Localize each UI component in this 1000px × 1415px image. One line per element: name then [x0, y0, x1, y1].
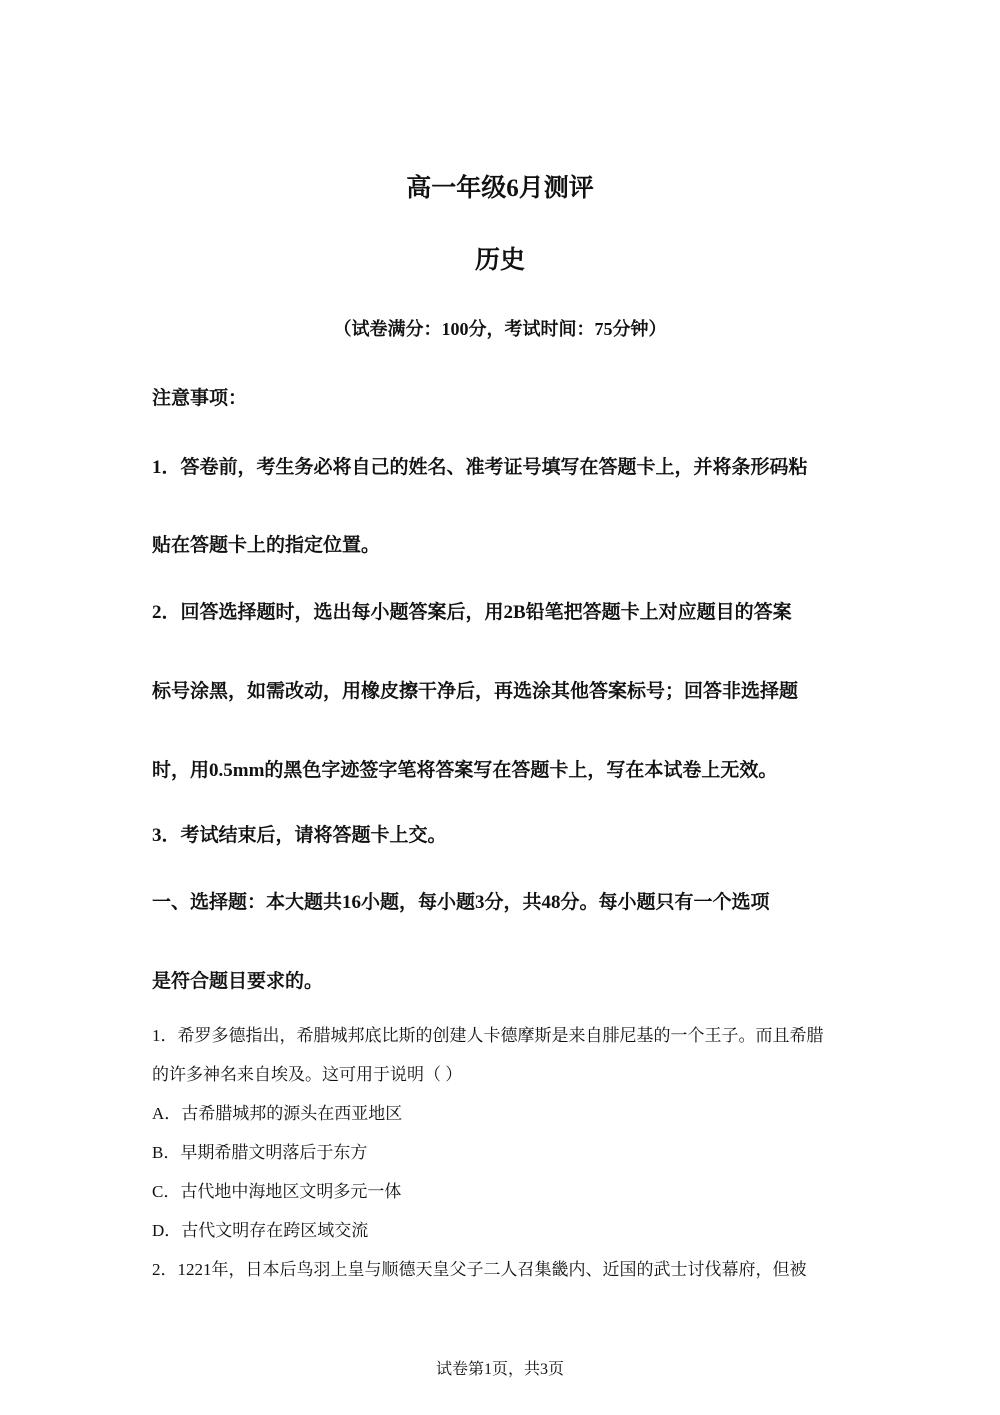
question-option-a: A．古希腊城邦的源头在西亚地区 [152, 1104, 403, 1123]
notice-line: 标号涂黑，如需改动，用橡皮擦干净后，再选涂其他答案标号；回答非选择题 [152, 681, 799, 702]
notice-line: 贴在答题卡上的指定位置。 [152, 535, 381, 556]
subject-title: 历史 [474, 247, 525, 274]
exam-info: （试卷满分：100分，考试时间：75分钟） [333, 319, 667, 339]
section-heading: 一、选择题：本大题共16小题，每小题3分，共48分。每小题只有一个选项 [152, 892, 770, 913]
notice-heading: 注意事项： [152, 388, 248, 409]
notice-line: 3．考试结束后，请将答题卡上交。 [152, 825, 447, 846]
page-footer: 试卷第1页，共3页 [435, 1361, 564, 1378]
question-stem: 1．希罗多德指出，希腊城邦底比斯的创建人卡德摩斯是来自腓尼基的一个王子。而且希腊 [152, 1026, 824, 1045]
question-option-d: D．古代文明存在跨区域交流 [152, 1221, 369, 1240]
exam-title: 高一年级6月测评 [406, 175, 594, 202]
question-option-c: C．古代地中海地区文明多元一体 [152, 1182, 402, 1201]
notice-line: 1．答卷前，考生务必将自己的姓名、准考证号填写在答题卡上，并将条形码粘 [152, 457, 808, 478]
question-stem: 2．1221年，日本后鸟羽上皇与顺德天皇父子二人召集畿内、近国的武士讨伐幕府，但被 [152, 1260, 807, 1279]
notice-line: 时，用0.5mm的黑色字迹签字笔将答案写在答题卡上，写在本试卷上无效。 [152, 760, 778, 781]
notice-line: 2．回答选择题时，选出每小题答案后，用2B铅笔把答题卡上对应题目的答案 [152, 602, 792, 623]
question-stem: 的许多神名来自埃及。这可用于说明（ ） [152, 1065, 463, 1084]
section-heading: 是符合题目要求的。 [152, 971, 324, 992]
question-option-b: B．早期希腊文明落后于东方 [152, 1143, 368, 1162]
